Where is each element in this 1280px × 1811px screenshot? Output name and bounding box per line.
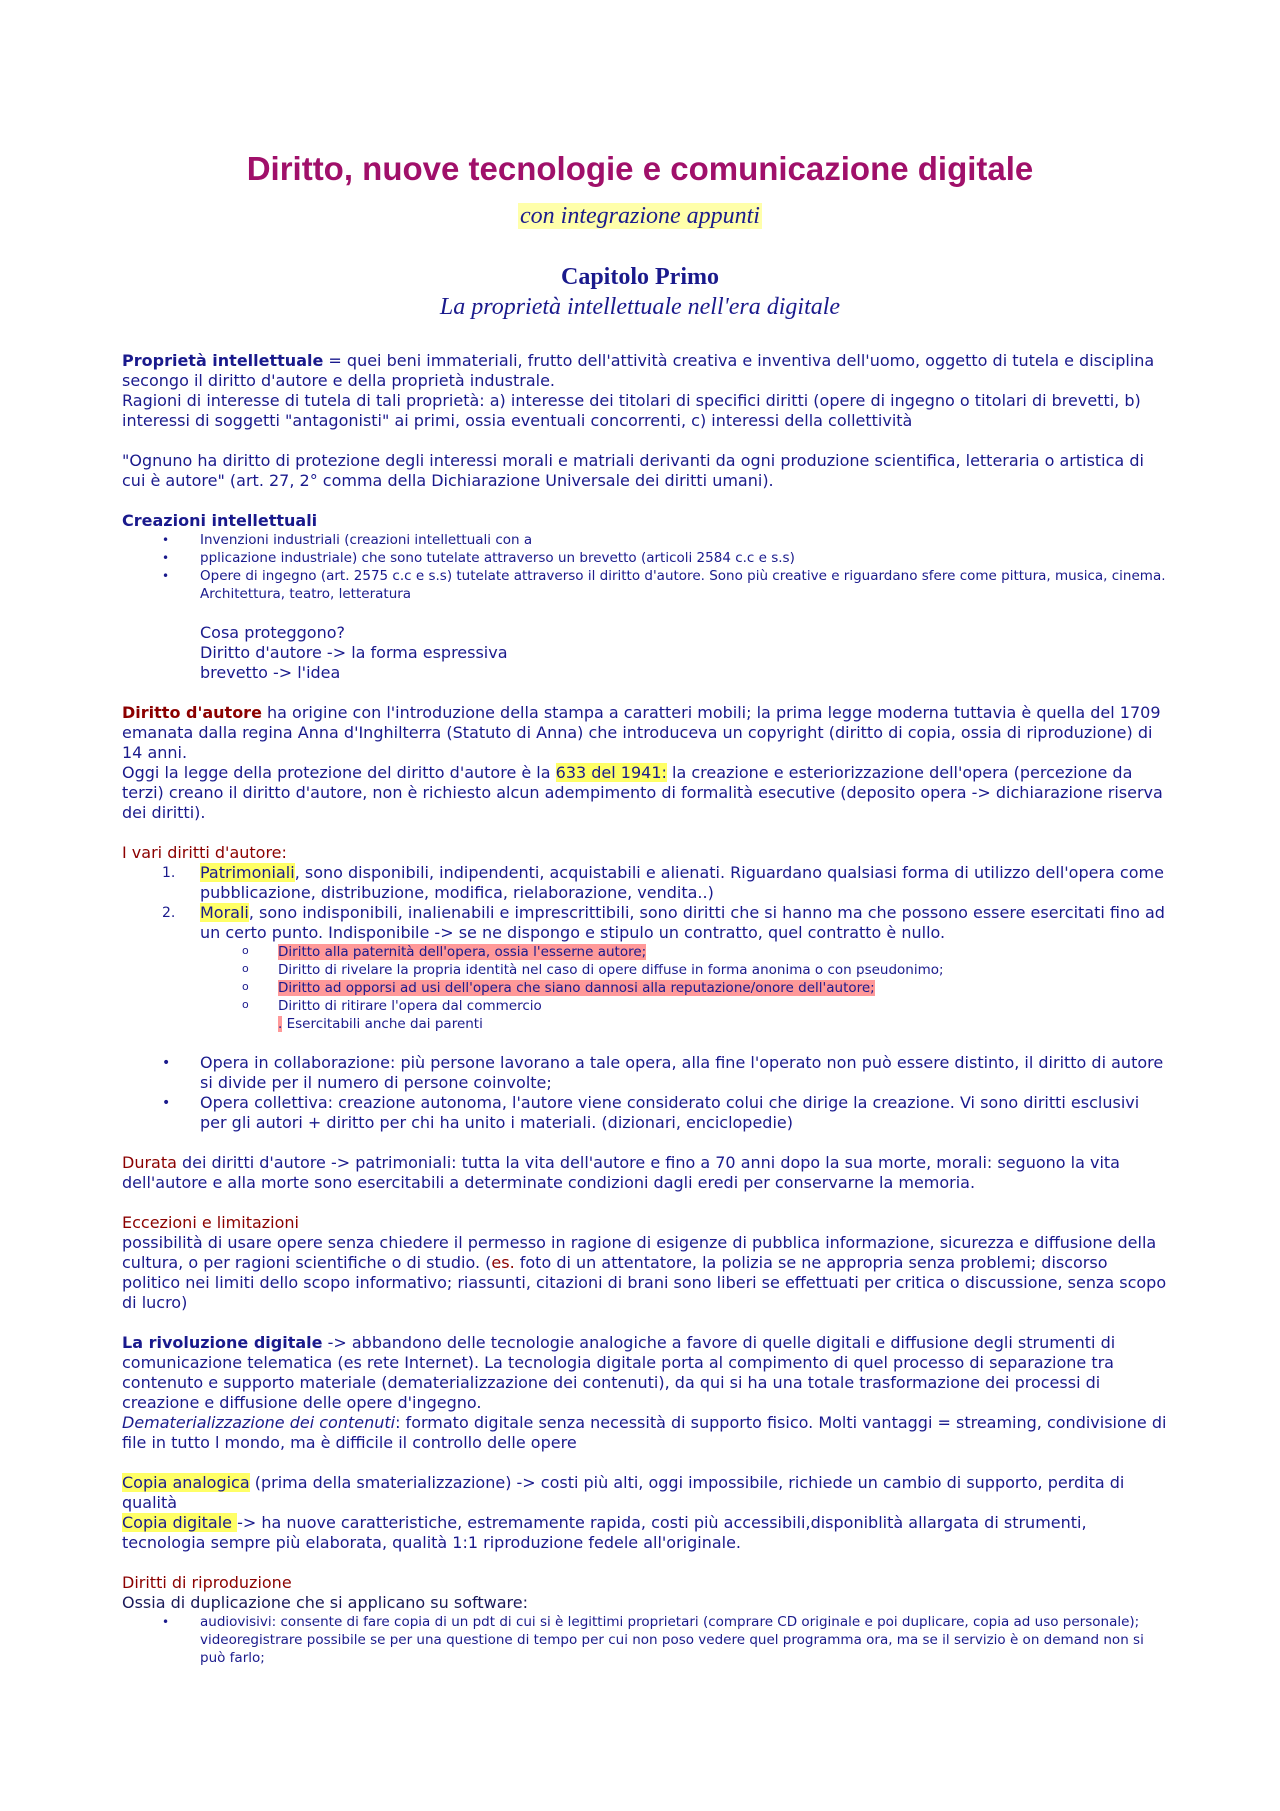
text-copia-digitale: -> ha nuove caratteristiche, estremamente rapida, costi più accessibili,disponiblità allargata di strumenti, tecnologia sempre più elaborata, qualità 1:1 riproduzione fedele all'originale. (122, 1513, 1087, 1552)
paragraph-copia-analogica (122, 1473, 1167, 1513)
term-dematerializzazione: Dematerializzazione dei contenuti (122, 1413, 396, 1432)
heading-creazioni: Creazioni intellettuali (122, 511, 318, 530)
list-item (122, 1613, 1167, 1667)
paragraph-durata (122, 1153, 1167, 1193)
list-item (122, 863, 1167, 903)
list-item: • pplicazione industriale) che sono tutelate attraverso un brevetto (articoli 2584 c.c e s.s) (122, 549, 1167, 567)
note-dot: . (278, 1016, 283, 1032)
text-diritto-autore: ha origine con l'introduzione della stampa a caratteri mobili; la prima legge moderna tuttavia è quella del 1709 emanata dalla regina Anna d'Inghilterra (Statuto di Anna) che introduceva un copyright (diritto di copia, ossia di riproduzione) di 14 anni. (122, 703, 1161, 762)
sub-item-text: Diritto di rivelare la propria identità nel caso di opere diffuse in forma anonima o con pseudonimo; (278, 962, 944, 978)
document-title: Diritto, nuove tecnologie e comunicazione digitale (246, 150, 1034, 187)
paragraph-proprieta (122, 351, 1167, 391)
text-eccezioni-post: foto di un attentatore, la polizia se ne appropria senza problemi; discorso politico nei limiti dello scopo informativo; riassunti, citazioni di brani sono liberi se effettuati per critica o discussione, senza scopo di lucro) (122, 1253, 1167, 1312)
list-creazioni (122, 531, 1167, 603)
text-legge-pre: Oggi la legge della protezione del diritto d'autore è la (122, 763, 556, 782)
text-patrimoniali: , sono disponibili, indipendenti, acquistabili e alienati. Riguardano qualsiasi forma di utilizzo dell'opera come pubblicazione, distribuzione, modifica, rielaborazione, vendita..) (200, 863, 1164, 902)
chapter-subtitle: La proprietà intellettuale nell'era digitale (439, 294, 841, 320)
text-morali: , sono indisponibili, inalienabili e imprescrittibili, sono diritti che si hanno ma che possono essere esercitati fino ad un certo punto. Indisponibile -> se ne dispongo e stipulo un contratto, quel contratto è nullo. (200, 903, 1165, 942)
paragraph-ragioni: Ragioni di interesse di tutela di tali proprietà: a) interesse dei titolari di specifici diritti (opere di ingegno o titolari di brevetti, b) interessi di soggetti "antagonisti" ai primi, ossia eventuali concorrenti, c) interessi della collettività (122, 391, 1141, 430)
chapter-heading: Capitolo Primo (561, 264, 719, 290)
list-item: • Invenzioni industriali (creazioni intellettuali con a (122, 531, 1167, 549)
document-subtitle: con integrazione appunti (520, 203, 760, 229)
answer-line: brevetto -> l'idea (200, 663, 341, 682)
list-item (122, 961, 1167, 979)
list-item: • Opera collettiva: creazione autonoma, l'autore viene considerato colui che dirige la creazione. Vi sono diritti esclusivi per gli autori + diritto per chi ha unito i materiali. (dizionari, enciclopedie) (122, 1093, 1167, 1133)
paragraph-rivoluzione (122, 1333, 1167, 1413)
list-item: • Opera in collaborazione: più persone lavorano a tale opera, alla fine l'operato non può essere distinto, il diritto di autore si divide per il numero di persone coinvolte; (122, 1053, 1167, 1093)
paragraph-riproduzione: Ossia di duplicazione che si applicano su software: (122, 1593, 528, 1612)
es-marker: es. (491, 1253, 515, 1272)
paragraph-copia-digitale (122, 1513, 1167, 1553)
list-item-text: • audiovisivi: consente di fare copia di un pdt di cui si è legittimi proprietari (comprare CD originale e poi duplicare, copia ad uso personale); (200, 1614, 1140, 1630)
subtitle-wrap (0, 203, 1280, 230)
law-reference: 633 del 1941: (555, 763, 667, 782)
answer-line: Diritto d'autore -> la forma espressiva (200, 643, 508, 662)
list-diritti-morali (122, 943, 1167, 1033)
list-item (122, 1015, 1167, 1033)
term-morali: Morali (200, 903, 249, 922)
paragraph-dematerializzazione (122, 1413, 1167, 1453)
paragraph-quote: "Ognuno ha diritto di protezione degli interessi morali e matriali derivanti da ogni produzione scientifica, letteraria o artistica di cui è autore" (art. 27, 2° comma della Dichiarazione Universale dei diritti umani). (122, 451, 1144, 490)
paragraph-legge (122, 763, 1167, 823)
text-durata: dei diritti d'autore -> patrimoniali: tutta la vita dell'autore e fino a 70 anni dopo la sua morte, morali: seguono la vita dell'autore e alla morte sono esercitabili a determinate condizioni dagli eredi per conservarne la memoria. (122, 1153, 1120, 1192)
text-rivoluzione: -> abbandono delle tecnologie analogiche a favore di quelle digitali e diffusione degli strumenti di comunicazione telematica (es rete Internet). La tecnologia digitale porta al compimento di quel processo di separazione tra contenuto e supporto materiale (dematerializzazione dei contenuti), da qui si ha una totale trasformazione dei processi di creazione e diffusione delle opere d'ingegno. (122, 1333, 1116, 1412)
note-text: Esercitabili anche dai parenti (282, 1016, 483, 1032)
document-body (122, 351, 1167, 1667)
text-copia-analogica: (prima della smaterializzazione) -> costi più alti, oggi impossibile, richiede un cambio di supporto, perdita di qualità (122, 1473, 1125, 1512)
term-diritto-autore: Diritto d'autore (122, 703, 262, 722)
list-vari-diritti (122, 863, 1167, 943)
list-number: 1. (162, 865, 176, 881)
heading-riproduzione: Diritti di riproduzione (122, 1573, 292, 1592)
term-copia-analogica: Copia analogica (122, 1473, 250, 1492)
term-rivoluzione: La rivoluzione digitale (122, 1333, 323, 1352)
term-proprieta: Proprietà intellettuale (122, 351, 324, 370)
list-item-text: videoregistrare possibile se per una questione di tempo per cui non poso vedere quel programma ora, ma se il servizio è on demand non si può farlo; (200, 1632, 1144, 1666)
term-patrimoniali: Patrimoniali (200, 863, 295, 882)
heading-eccezioni: Eccezioni e limitazioni (122, 1213, 299, 1232)
question-line: Cosa proteggono? (200, 623, 345, 642)
paragraph-eccezioni (122, 1233, 1167, 1313)
def-proprieta: = quei beni immateriali, frutto dell'attività creativa e inventiva dell'uomo, oggetto di tutela e disciplina secongo il diritto d'autore e della proprietà industrale. (122, 351, 1155, 390)
sub-item-text: Diritto di ritirare l'opera dal commercio (278, 998, 542, 1014)
sub-item-text: Diritto alla paternità dell'opera, ossia l'esserne autore; (278, 944, 647, 960)
list-opere (122, 1053, 1167, 1133)
paragraph-diritto-autore (122, 703, 1167, 763)
list-item (122, 979, 1167, 997)
list-item (122, 943, 1167, 961)
list-number: 2. (162, 905, 176, 921)
sub-item-text: Diritto ad opporsi ad usi dell'opera che siano dannosi alla reputazione/onore dell'autore; (278, 980, 875, 996)
list-item (122, 997, 1167, 1015)
heading-vari-diritti: I vari diritti d'autore: (122, 843, 287, 862)
term-copia-digitale: Copia digitale (122, 1513, 238, 1532)
list-riproduzione (122, 1613, 1167, 1667)
text-dematerializzazione: : formato digitale senza necessità di supporto fisico. Molti vantaggi = streaming, condivisione di file in tutto l mondo, ma è difficile il controllo delle opere (122, 1413, 1167, 1452)
term-durata: Durata (122, 1153, 177, 1172)
text-legge-post: la creazione e esteriorizzazione dell'opera (percezione da terzi) creano il diritto d'autore, non è richiesto alcun adempimento di formalità esecutive (deposito opera -> dichiarazione riserva dei diritti). (122, 763, 1163, 822)
list-item (122, 903, 1167, 943)
text-eccezioni-pre: possibilità di usare opere senza chiedere il permesso in ragione di esigenze di pubblica informazione, sicurezza e diffusione della cultura, o per ragioni scientifiche o di studio. ( (122, 1233, 1157, 1272)
list-item: • Opere di ingegno (art. 2575 c.c e s.s) tutelate attraverso il diritto d'autore. Sono più creative e riguardano sfere come pittura, musica, cinema. Architettura, teatro, letteratura (122, 567, 1167, 603)
